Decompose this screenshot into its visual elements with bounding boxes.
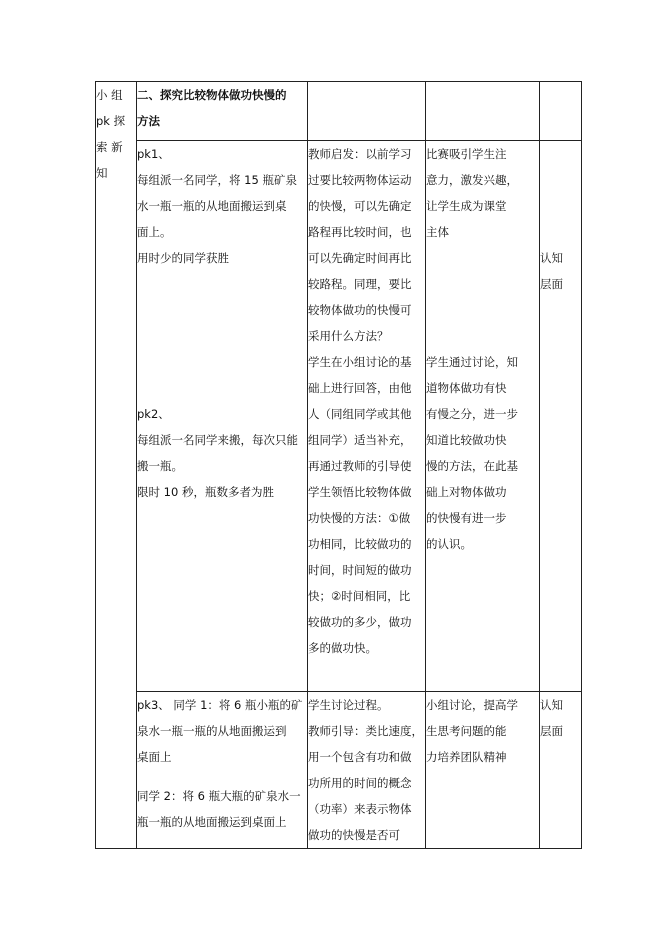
intent-text: 础上对物体做功 xyxy=(426,485,507,499)
teacher-text: 功所用的时间的概念 xyxy=(308,776,412,790)
pk3-text: 桌面上 xyxy=(137,750,172,764)
pk3-text: pk3、 同学 1：将 6 瓶小瓶的矿 xyxy=(137,698,303,712)
intent-text: 生思考问题的能 xyxy=(426,724,507,738)
section-label-line: 索 新 xyxy=(96,140,123,154)
intent-text: 知道比较做功快 xyxy=(426,433,507,447)
teacher-text: 教师启发：以前学习 xyxy=(308,147,412,161)
pk3-student2-text: 瓶一瓶的从地面搬运到桌面上 xyxy=(137,815,287,829)
student-text: 学生在小组讨论的基 xyxy=(308,355,412,369)
student-text: 人（同组同学或其他 xyxy=(308,407,412,421)
content-heading: 二、探究比较物体做功快慢的 xyxy=(137,88,287,102)
teacher-text: 做功的快慢是否可 xyxy=(308,828,400,842)
pk2-text: 搬一瓶。 xyxy=(137,459,183,473)
teacher-text: 采用什么方法？ xyxy=(308,329,389,343)
intent-text: 比赛吸引学生注 xyxy=(426,147,507,161)
teacher-text: 较路程。同理，要比 xyxy=(308,277,412,291)
section-label-line: pk 探 xyxy=(96,114,126,128)
teacher-text: 教师引导：类比速度， xyxy=(308,724,423,738)
pk2-text: 每组派一名同学来搬，每次只能 xyxy=(137,433,298,447)
pk1-rule: 用时少的同学获胜 xyxy=(137,251,229,265)
teacher-text: 较物体做功的快慢可 xyxy=(308,303,412,317)
intent-text: 学生通过讨论，知 xyxy=(426,355,518,369)
pk1-text: 每组派一名同学，将 15 瓶矿泉 xyxy=(137,173,297,187)
lesson-plan-table xyxy=(95,81,582,849)
goal-text: 层面 xyxy=(540,724,563,738)
design-intent-cell-2 xyxy=(426,692,540,849)
teacher-text: 用一个包含有功和做 xyxy=(308,750,412,764)
goal-text: 认知 xyxy=(540,251,563,265)
pk3-text: 泉水一瓶一瓶的从地面搬运到 xyxy=(137,724,287,738)
teacher-text: 学生讨论过程。 xyxy=(308,698,389,712)
student-text: 再通过教师的引导使 xyxy=(308,459,412,473)
teacher-text: 的快慢，可以先确定 xyxy=(308,199,412,213)
student-text: 础上进行回答，由他 xyxy=(308,381,412,395)
design-intent-header-cell xyxy=(426,82,540,141)
content-heading-cell xyxy=(137,82,308,141)
intent-text: 让学生成为课堂 xyxy=(426,199,507,213)
student-text: 功相同，比较做功的 xyxy=(308,537,412,551)
pk1-text: 水一瓶一瓶的从地面搬运到桌 xyxy=(137,199,287,213)
design-intent-cell xyxy=(426,141,540,692)
intent-text: 力培养团队精神 xyxy=(426,750,507,764)
intent-text: 意力，激发兴趣， xyxy=(426,173,518,187)
section-label-line: 知 xyxy=(96,166,108,180)
goal-cell xyxy=(540,141,582,692)
intent-text: 小组讨论，提高学 xyxy=(426,698,518,712)
pk2-rule: 限时 10 秒，瓶数多者为胜 xyxy=(137,485,274,499)
goal-text: 层面 xyxy=(540,277,563,291)
pk3-student2-text: 同学 2：将 6 瓶大瓶的矿泉水一 xyxy=(137,789,301,803)
student-text: 快；②时间相同，比 xyxy=(308,589,411,603)
intent-text: 慢的方法，在此基 xyxy=(426,459,518,473)
student-text: 学生领悟比较物体做 xyxy=(308,485,412,499)
pk1-label: pk1、 xyxy=(137,147,170,161)
goal-cell-2 xyxy=(540,692,582,849)
section-label-cell xyxy=(96,82,137,849)
intent-text: 道物体做功有快 xyxy=(426,381,507,395)
intent-text: 的认识。 xyxy=(426,537,472,551)
goal-text: 认知 xyxy=(540,698,563,712)
activity-pk1-pk2-cell xyxy=(137,141,308,692)
teacher-text: 路程再比较时间，也 xyxy=(308,225,412,239)
teacher-guidance-cell xyxy=(308,141,426,692)
pk2-label: pk2、 xyxy=(137,407,170,421)
intent-text: 的快慢有进一步 xyxy=(426,511,507,525)
teacher-text: 过要比较两物体运动 xyxy=(308,173,412,187)
section-label-line: 小 组 xyxy=(96,88,123,102)
teacher-guidance-cell-2 xyxy=(308,692,426,849)
intent-text: 有慢之分，进一步 xyxy=(426,407,518,421)
teacher-activity-header-cell xyxy=(308,82,426,141)
teacher-text: 可以先确定时间再比 xyxy=(308,251,412,265)
activity-pk3-cell xyxy=(137,692,308,849)
student-text: 较做功的多少，做功 xyxy=(308,615,412,629)
teacher-text: （功率）来表示物体 xyxy=(308,802,412,816)
pk1-text: 面上。 xyxy=(137,225,172,239)
goal-header-cell xyxy=(540,82,582,141)
student-text: 多的做功快。 xyxy=(308,641,377,655)
intent-text: 主体 xyxy=(426,225,449,239)
student-text: 功快慢的方法：①做 xyxy=(308,511,411,525)
content-heading: 方法 xyxy=(137,114,160,128)
student-text: 时间，时间短的做功 xyxy=(308,563,412,577)
student-text: 组同学）适当补充， xyxy=(308,433,412,447)
